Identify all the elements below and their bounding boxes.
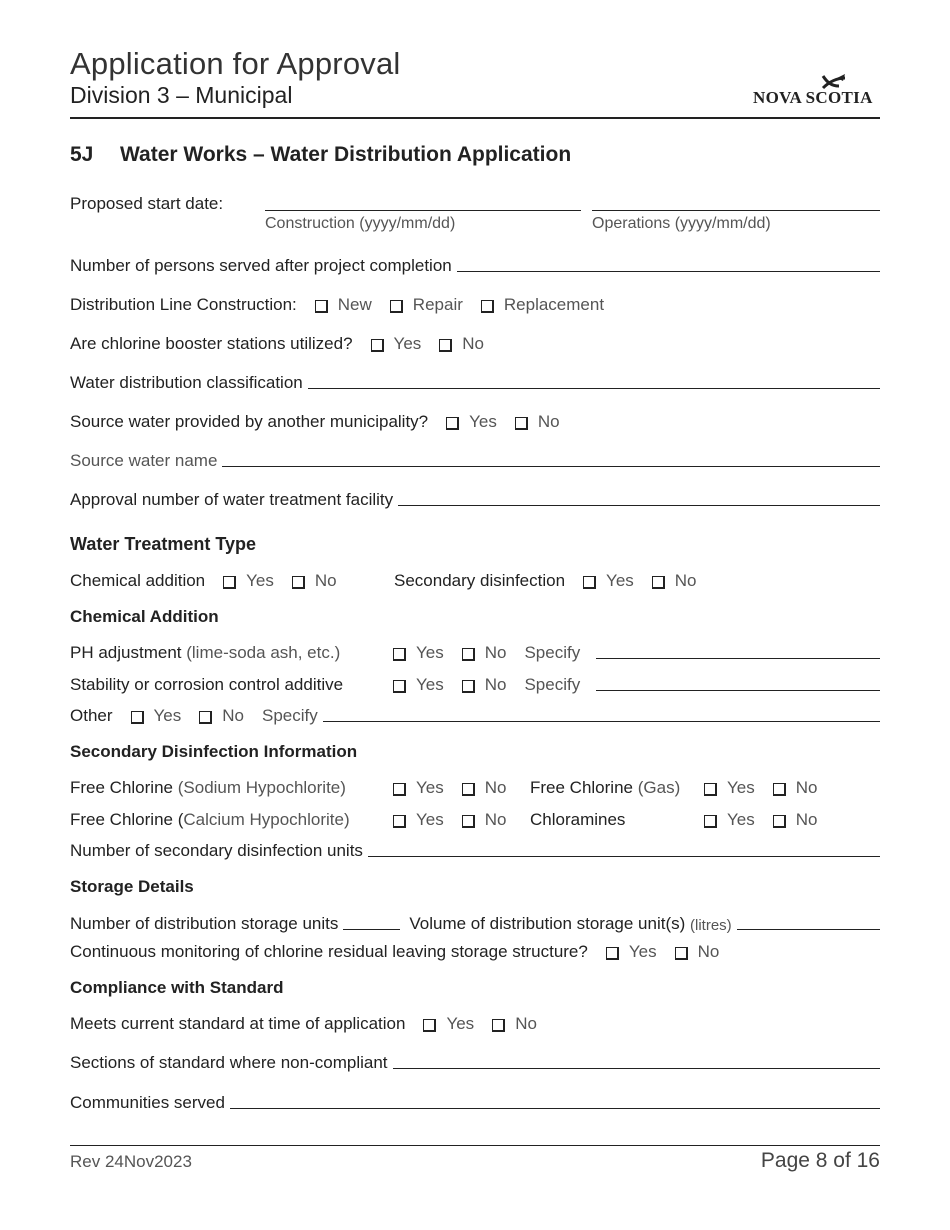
stability-specify-label: Specify <box>524 675 581 694</box>
ph-specify-label: Specify <box>524 643 581 662</box>
checkbox-icon <box>393 648 406 661</box>
monitoring-row <box>70 938 880 962</box>
persons-served-label: Number of persons served after project completion <box>70 256 452 275</box>
non-compliant-label: Sections of standard where non-compliant <box>70 1053 388 1072</box>
other-specify-label: Specify <box>262 706 318 725</box>
stability-specify-field[interactable] <box>596 690 880 691</box>
treatment-type-heading: Water Treatment Type <box>70 534 257 554</box>
ph-note: (lime-soda ash, etc.) <box>186 643 341 662</box>
stability-no-checkbox[interactable]: No <box>462 675 507 695</box>
other-specify-field[interactable] <box>323 721 880 722</box>
fc-gas-yes-checkbox[interactable]: Yes <box>704 778 755 798</box>
meets-yes-checkbox[interactable]: Yes <box>423 1014 474 1034</box>
page-number: Page 8 of 16 <box>760 1149 880 1172</box>
secondary-disinfection-row <box>394 567 697 591</box>
repair-checkbox[interactable]: Repair <box>390 295 463 315</box>
storage-units-label: Number of distribution storage units <box>70 914 339 933</box>
chloramines-no-checkbox[interactable]: No <box>773 810 818 830</box>
source-other-no-checkbox[interactable]: No <box>515 412 560 432</box>
approval-number-field[interactable] <box>398 505 880 506</box>
checkbox-icon <box>704 815 717 828</box>
classification-label: Water distribution classification <box>70 373 303 392</box>
source-other-yes-checkbox[interactable]: Yes <box>446 412 497 432</box>
source-name-label: Source water name <box>70 451 218 470</box>
storage-volume-label: Volume of distribution storage unit(s) <box>409 914 686 933</box>
classification-row <box>70 369 880 393</box>
ph-label-group <box>70 639 340 663</box>
checkbox-icon <box>393 680 406 693</box>
checkbox-icon <box>462 783 475 796</box>
checkbox-icon <box>704 783 717 796</box>
storage-heading: Storage Details <box>70 877 194 896</box>
operations-date-field[interactable] <box>592 210 880 211</box>
approval-number-label: Approval number of water treatment facility <box>70 490 394 509</box>
other-row <box>70 702 880 726</box>
communities-row <box>70 1089 880 1113</box>
checkbox-icon <box>390 300 403 313</box>
classification-field[interactable] <box>308 388 880 389</box>
checkbox-icon <box>199 711 212 724</box>
non-compliant-field[interactable] <box>393 1068 880 1069</box>
page-title: Application for Approval <box>70 46 401 81</box>
footer-divider <box>70 1145 880 1146</box>
booster-no-checkbox[interactable]: No <box>439 334 484 354</box>
fc-gas-label: Free Chlorine <box>530 778 633 797</box>
checkbox-icon <box>462 680 475 693</box>
chloramines-options <box>704 806 817 830</box>
chemical-addition-heading: Chemical Addition <box>70 607 219 626</box>
page-subtitle: Division 3 – Municipal <box>70 82 293 108</box>
stability-yes-checkbox[interactable]: Yes <box>393 675 444 695</box>
meets-no-checkbox[interactable]: No <box>492 1014 537 1034</box>
replacement-checkbox[interactable]: Replacement <box>481 295 604 315</box>
chloramines-label: Chloramines <box>530 810 626 829</box>
booster-label: Are chlorine booster stations utilized? <box>70 334 353 353</box>
meets-standard-label: Meets current standard at time of application <box>70 1014 406 1033</box>
ph-no-checkbox[interactable]: No <box>462 643 507 663</box>
other-no-checkbox[interactable]: No <box>199 706 244 726</box>
checkbox-icon <box>773 815 786 828</box>
storage-volume-unit: (litres) <box>690 917 732 934</box>
distribution-line-row <box>70 291 880 315</box>
secondary-yes-checkbox[interactable]: Yes <box>583 571 634 591</box>
checkbox-icon <box>462 815 475 828</box>
checkbox-icon <box>423 1019 436 1032</box>
construction-date-caption: Construction (yyyy/mm/dd) <box>265 215 456 232</box>
checkbox-icon <box>371 339 384 352</box>
checkbox-icon <box>439 339 452 352</box>
disinfection-units-label: Number of secondary disinfection units <box>70 841 363 860</box>
non-compliant-row <box>70 1049 880 1073</box>
storage-units-row <box>70 910 880 934</box>
other-yes-checkbox[interactable]: Yes <box>131 706 182 726</box>
chemical-yes-checkbox[interactable]: Yes <box>223 571 274 591</box>
source-name-row <box>70 447 880 471</box>
monitoring-yes-checkbox[interactable]: Yes <box>606 942 657 962</box>
communities-field[interactable] <box>230 1108 880 1109</box>
chemical-no-checkbox[interactable]: No <box>292 571 337 591</box>
checkbox-icon <box>481 300 494 313</box>
secondary-disinfection-label: Secondary disinfection <box>394 571 566 590</box>
checkbox-icon <box>606 947 619 960</box>
other-label: Other <box>70 706 113 725</box>
checkbox-icon <box>675 947 688 960</box>
checkbox-icon <box>393 815 406 828</box>
fc-calcium-note: Calcium Hypochlorite) <box>183 810 350 829</box>
chemical-addition-label: Chemical addition <box>70 571 206 590</box>
booster-yes-checkbox[interactable]: Yes <box>371 334 422 354</box>
fc-sodium-note: (Sodium Hypochlorite) <box>177 778 346 797</box>
fc-gas-group <box>530 774 680 798</box>
ph-specify-field[interactable] <box>596 658 880 659</box>
checkbox-icon <box>492 1019 505 1032</box>
source-other-label: Source water provided by another municipality? <box>70 412 429 431</box>
section-title: Water Works – Water Distribution Application <box>120 143 572 166</box>
storage-volume-field[interactable] <box>737 929 880 930</box>
stability-options <box>393 671 580 695</box>
nova-scotia-logo <box>753 72 881 108</box>
start-date-label: Proposed start date: <box>70 194 224 213</box>
fc-gas-note: (Gas) <box>637 778 681 797</box>
approval-number-row <box>70 486 880 510</box>
ph-options <box>393 639 580 663</box>
fc-calcium-label: Free Chlorine ( <box>70 810 184 829</box>
checkbox-icon <box>292 576 305 589</box>
storage-units-field[interactable] <box>343 929 400 930</box>
operations-date-caption: Operations (yyyy/mm/dd) <box>592 215 771 232</box>
checkbox-icon <box>446 417 459 430</box>
revision-label: Rev 24Nov2023 <box>70 1152 192 1171</box>
ph-label: PH adjustment <box>70 643 182 662</box>
checkbox-icon <box>583 576 596 589</box>
ph-yes-checkbox[interactable]: Yes <box>393 643 444 663</box>
persons-served-field[interactable] <box>457 271 880 272</box>
fc-sodium-no-checkbox[interactable]: No <box>462 778 507 798</box>
checkbox-icon <box>315 300 328 313</box>
checkbox-icon <box>131 711 144 724</box>
logo-text: NOVA SCOTIA <box>753 88 873 107</box>
fc-calcium-group <box>70 806 350 830</box>
stability-label: Stability or corrosion control additive <box>70 675 344 694</box>
monitoring-label: Continuous monitoring of chlorine residual leaving storage structure? <box>70 942 588 961</box>
fc-calcium-options <box>393 806 506 830</box>
checkbox-icon <box>773 783 786 796</box>
fc-calcium-yes-checkbox[interactable]: Yes <box>393 810 444 830</box>
compliance-heading: Compliance with Standard <box>70 978 284 997</box>
fc-calcium-no-checkbox[interactable]: No <box>462 810 507 830</box>
persons-served-row <box>70 252 880 276</box>
meets-standard-row <box>70 1010 880 1034</box>
fc-sodium-group <box>70 774 346 798</box>
checkbox-icon <box>223 576 236 589</box>
communities-label: Communities served <box>70 1093 225 1112</box>
checkbox-icon <box>652 576 665 589</box>
monitoring-no-checkbox[interactable]: No <box>675 942 720 962</box>
disinfection-units-field[interactable] <box>368 856 880 857</box>
fc-gas-options <box>704 774 817 798</box>
checkbox-icon <box>515 417 528 430</box>
chloramines-yes-checkbox[interactable]: Yes <box>704 810 755 830</box>
chemical-addition-row <box>70 567 337 591</box>
source-other-row <box>70 408 880 432</box>
source-name-field[interactable] <box>222 466 880 467</box>
construction-date-field[interactable] <box>265 210 581 211</box>
fc-sodium-yes-checkbox[interactable]: Yes <box>393 778 444 798</box>
secondary-info-heading: Secondary Disinfection Information <box>70 742 358 761</box>
checkbox-icon <box>393 783 406 796</box>
section-heading <box>70 143 571 167</box>
fc-sodium-label: Free Chlorine <box>70 778 173 797</box>
header-divider <box>70 117 880 119</box>
section-number: 5J <box>70 143 94 166</box>
checkbox-icon <box>462 648 475 661</box>
new-checkbox[interactable]: New <box>315 295 372 315</box>
fc-gas-no-checkbox[interactable]: No <box>773 778 818 798</box>
booster-row <box>70 330 880 354</box>
distribution-line-label: Distribution Line Construction: <box>70 295 297 314</box>
disinfection-units-row <box>70 837 880 861</box>
fc-sodium-options <box>393 774 506 798</box>
secondary-no-checkbox[interactable]: No <box>652 571 697 591</box>
